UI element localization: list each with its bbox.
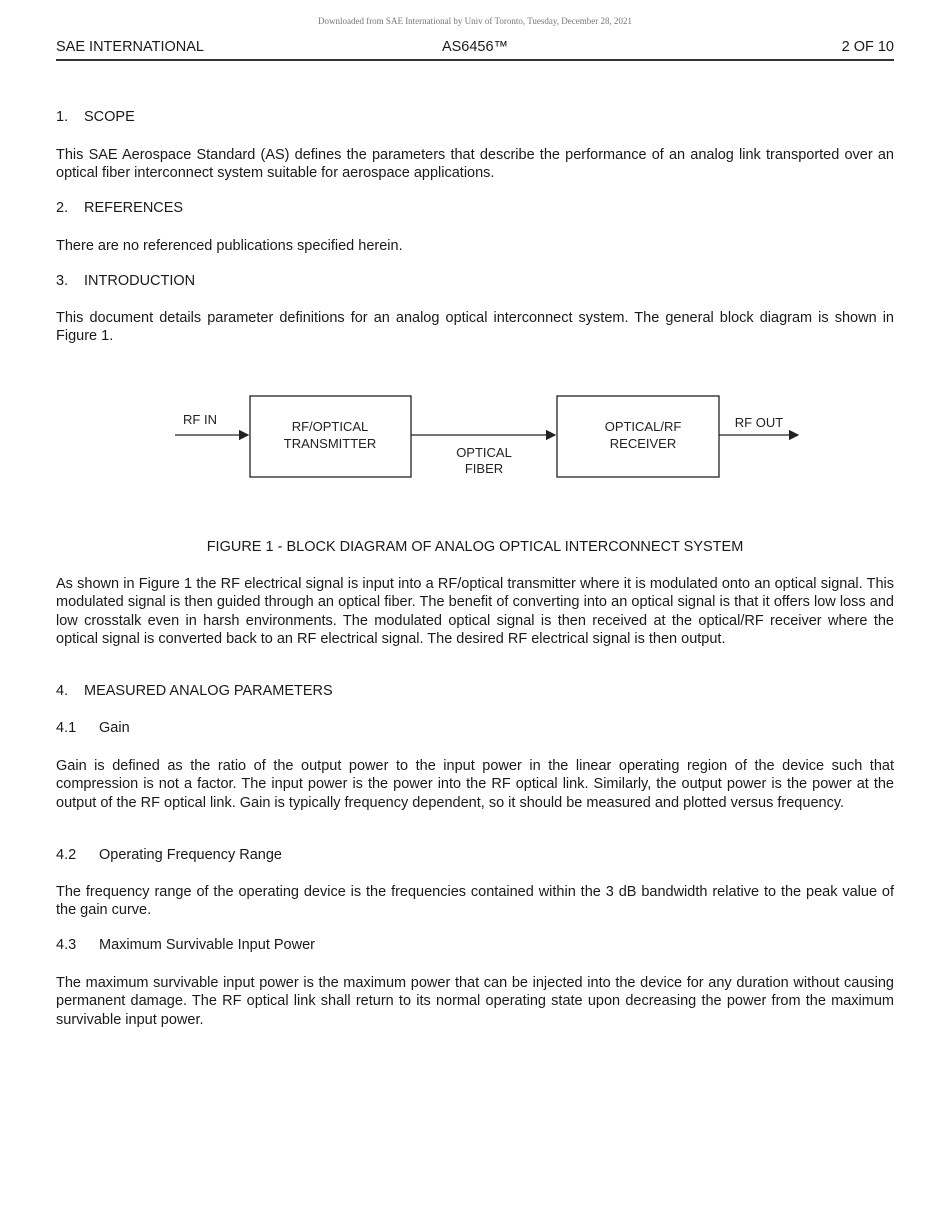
max-input-power-paragraph: The maximum survivable input power is the maximum power that can be injected into the device for any duration without causing permanent damage. The RF optical link shall return to its normal operating state upon decreasing the power from the maximum survivable input power. xyxy=(56,975,894,1028)
references-paragraph: There are no referenced publications specified herein. xyxy=(56,238,403,254)
fiber-label-2: FIBER xyxy=(464,461,504,476)
section-title: Gain xyxy=(99,720,130,736)
heading-scope xyxy=(56,109,135,125)
header-rule xyxy=(56,59,894,61)
scope-paragraph: This SAE Aerospace Standard (AS) defines the parameters that describe the performance of an analog link transported over an optical fiber interconnect system suitable for aerospace applications. xyxy=(56,147,894,182)
heading-introduction xyxy=(56,273,195,289)
heading-gain xyxy=(56,720,130,736)
section-title: REFERENCES xyxy=(84,200,184,216)
heading-max-input-power xyxy=(56,937,315,953)
header-org: SAE INTERNATIONAL xyxy=(56,39,204,55)
introduction-paragraph: This document details parameter definitions for an analog optical interconnect system. The general block diagram is shown in Figure 1. xyxy=(56,310,894,345)
section-title: Maximum Survivable Input Power xyxy=(99,937,315,953)
introduction-paragraph-2: As shown in Figure 1 the RF electrical signal is input into a RF/optical transmitter where it is modulated onto an optical signal. This modulated signal is then guided through an optical fiber. The benefit of converting into an optical signal is that it offers low loss and low crosstalk even in harsh environments. The modulated optical signal is then received at the optical/RF receiver where the optical signal is converted back to an RF electrical signal. The desired RF electrical signal is then output. xyxy=(56,576,894,647)
section-title: INTRODUCTION xyxy=(84,273,196,289)
section-number: 3. xyxy=(56,273,69,289)
receiver-label-1: OPTICAL/RF xyxy=(604,419,682,434)
frequency-range-paragraph: The frequency range of the operating device is the frequencies contained within the 3 dB bandwidth relative to the peak value of the gain curve. xyxy=(56,884,894,919)
header-page: 2 OF 10 xyxy=(841,39,894,55)
heading-measured-parameters xyxy=(56,683,333,699)
section-title: SCOPE xyxy=(84,109,135,125)
section-number: 4. xyxy=(56,683,69,699)
fiber-label-1: OPTICAL xyxy=(456,445,512,460)
heading-frequency-range xyxy=(56,847,282,863)
section-number: 4.1 xyxy=(56,720,77,736)
section-number: 4.2 xyxy=(56,847,77,863)
heading-references xyxy=(56,200,183,216)
section-title: Operating Frequency Range xyxy=(99,847,282,863)
section-number: 4.3 xyxy=(56,937,77,953)
figure-caption: FIGURE 1 - BLOCK DIAGRAM OF ANALOG OPTICAL INTERCONNECT SYSTEM xyxy=(206,539,744,555)
transmitter-label-2: TRANSMITTER xyxy=(283,436,377,451)
header-doc-id: AS6456™ xyxy=(441,39,509,55)
section-number: 1. xyxy=(56,109,69,125)
rf-in-label: RF IN xyxy=(183,412,217,427)
section-number: 2. xyxy=(56,200,69,216)
rf-out-label: RF OUT xyxy=(734,415,784,430)
section-title: MEASURED ANALOG PARAMETERS xyxy=(84,683,333,699)
transmitter-label-1: RF/OPTICAL xyxy=(291,419,369,434)
receiver-label-2: RECEIVER xyxy=(609,436,677,451)
download-notice: Downloaded from SAE International by Univ of Toronto, Tuesday, December 28, 2021 xyxy=(317,16,633,26)
block-diagram xyxy=(0,380,950,490)
gain-paragraph: Gain is defined as the ratio of the output power to the input power in the linear operating region of the device such that compression is not a factor. The input power is the power into the RF optical link. Similarly, the output power is the power at the output of the RF optical link. Gain is typically frequency dependent, so it should be measured and plotted versus frequency. xyxy=(56,758,894,811)
